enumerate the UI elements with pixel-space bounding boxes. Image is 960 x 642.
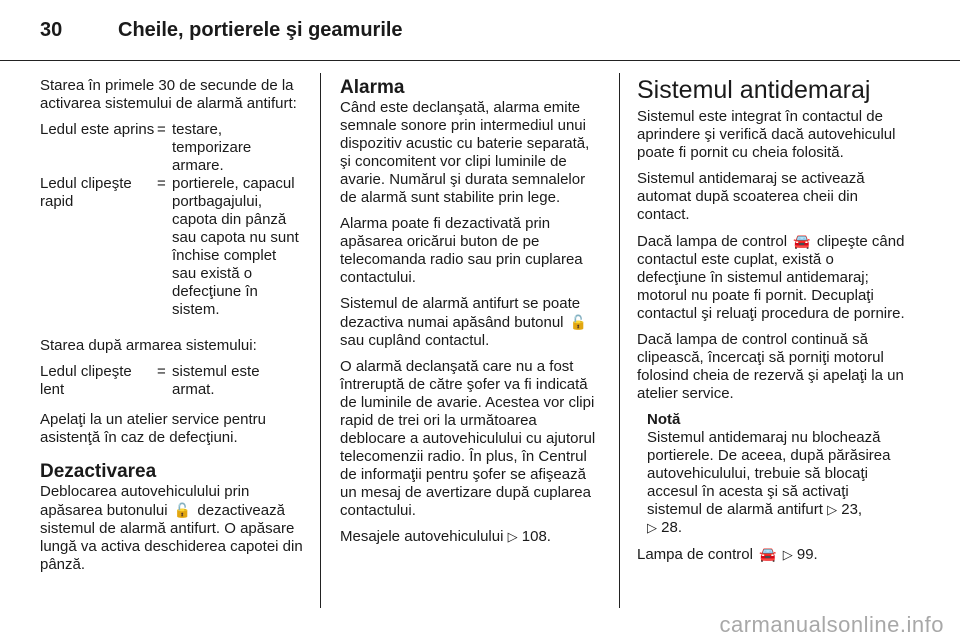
watermark: carmanualsonline.info: [719, 612, 944, 637]
note-text: Sistemul antidemaraj nu blochează portierele. De aceea, după părăsirea autovehiculului, trebuie să blocaţi accesul în acesta şi să activaţi sistemul de alarmă antifurt ▷ 23, ▷ 28.: [647, 429, 891, 536]
deactivation-heading: Dezactivarea: [40, 461, 157, 482]
column-divider-2: [619, 73, 620, 608]
car-key-icon: 🚘: [793, 233, 811, 249]
page-ref-link[interactable]: 108.: [521, 528, 551, 545]
alarm-paragraph-4: O alarmă declanşată care nu a fost întreruptă de către şofer va fi indicată de luminile de avarie. Acestea vor clipi rapid de trei ori la următoarea deblocare a autovehiculului cu ajutorul telecomenzii radio. În plus, în Centrul de informaţii pentru şofer se afişează un mesaj de avertizare după cuplarea contactului.: [340, 358, 596, 519]
arrow-icon: ▷: [827, 502, 838, 517]
alarm-paragraph-1: Când este declanşată, alarma emite semnale sonore prin intermediul unui dispozitiv acustic cu baterie separată, şi concomitent vor clipi luminile de avarie. Numărul şi durata semnalelor de alarmă sunt stabilite prin lege.: [340, 99, 590, 206]
column-left: [40, 77, 304, 582]
status-after-arming: Starea după armarea sistemului:: [40, 337, 257, 354]
status-row-lit: Ledul este aprins = testare, temporizare armare.: [40, 121, 252, 174]
page-header: [40, 19, 403, 42]
page-ref-link[interactable]: 23,: [841, 501, 863, 518]
arrow-icon: ▷: [782, 547, 793, 562]
vehicle-messages-ref: Mesajele autovehiculului ▷ 108.: [340, 528, 551, 545]
alarm-paragraph-3: Sistemul de alarmă antifurt se poate dezactiva numai apăsând butonul 🔓 sau cuplând contactul.: [340, 295, 588, 349]
arrow-icon: ▷: [507, 529, 518, 544]
unlock-icon: 🔓: [569, 314, 588, 330]
arrow-icon: ▷: [647, 520, 657, 535]
control-lamp-ref: Lampa de control 🚘 ▷ 99.: [637, 546, 818, 563]
column-middle: [340, 77, 604, 554]
column-right: [637, 77, 905, 572]
deactivation-text: Deblocarea autovehiculului prin apăsarea butonului 🔓 dezactivează sistemul de alarmă antifurt. O apăsare lungă va activa deschiderea capotei din pânză.: [40, 483, 303, 573]
immobilizer-heading: Sistemul antidemaraj: [637, 76, 871, 104]
immobilizer-paragraph-1: Sistemul este integrat în contactul de aprindere şi verifică dacă autovehiculul poate fi pornit cu cheia folosită.: [637, 108, 896, 161]
page-ref-link[interactable]: 99.: [796, 546, 818, 563]
immobilizer-paragraph-4: Dacă lampa de control continuă să clipească, încercaţi să porniţi motorul folosind cheia de rezervă şi apelaţi la un atelier service.: [637, 331, 904, 402]
page-number: 30: [40, 19, 63, 41]
unlock-icon: 🔓: [173, 502, 192, 518]
status-row-slow-blink: Ledul clipeşte lent = sistemul este armat.: [40, 363, 260, 398]
status-row-fast-blink: Ledul clipeşte rapid = portierele, capacul portbagajului, capota din pânză sau capota nu sunt închise complet sau există o defecţiune în sistem.: [40, 175, 299, 318]
immobilizer-paragraph-2: Sistemul antidemaraj se activează automat după scoaterea cheii din contact.: [637, 170, 865, 223]
alarm-paragraph-2: Alarma poate fi dezactivată prin apăsarea oricărui buton de pe telecomanda radio sau prin cuplarea contactului.: [340, 215, 583, 286]
page-ref-link[interactable]: 28.: [661, 519, 683, 536]
column-divider-1: [320, 73, 321, 608]
page-title: Cheile, portierele şi geamurile: [118, 19, 403, 41]
alarm-heading: Alarma: [340, 77, 405, 98]
service-text: Apelaţi la un atelier service pentru asistenţă în caz de defecţiuni.: [40, 411, 266, 446]
header-rule: [0, 60, 960, 61]
car-key-icon: 🚘: [759, 546, 777, 562]
note-box: [637, 411, 905, 537]
status-intro: Starea în primele 30 de secunde de la activarea sistemului de alarmă antifurt:: [40, 77, 297, 112]
immobilizer-paragraph-3: Dacă lampa de control 🚘 clipeşte când contactul este cuplat, există o defecţiune în sistemul antidemaraj; motorul nu poate fi pornit. Decuplaţi contactul şi reluaţi procedura de pornire.: [637, 233, 905, 322]
note-title: Notă: [647, 411, 681, 428]
